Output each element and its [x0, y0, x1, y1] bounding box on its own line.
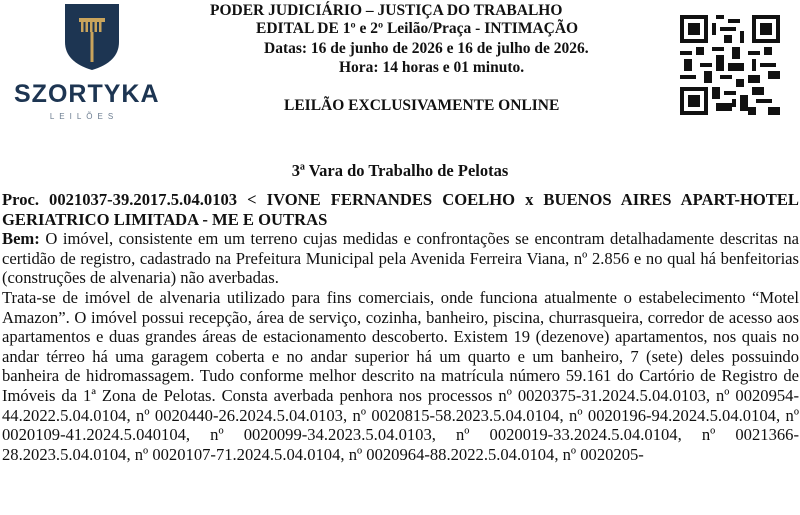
court-name: 3ª Vara do Trabalho de Pelotas [291, 161, 509, 180]
process-description [2, 190, 799, 464]
shield-logo-icon [63, 2, 121, 72]
asset-label: Bem: [2, 229, 40, 249]
header-line-2: EDITAL DE 1º e 2º Leilão/Praça - INTIMAÇÃO [256, 20, 579, 37]
header-line-4: Hora: 14 horas e 01 minuto. [339, 59, 525, 76]
asset-paragraph [2, 229, 799, 288]
brand-subtitle: LEILÕES [49, 112, 119, 121]
auctioneer-logo [14, 2, 160, 121]
qr-code-icon [680, 15, 780, 115]
property-description-paragraph: Trata-se de imóvel de alvenaria utilizado para fins comerciais, onde funciona atualmente o estabelecimento “Motel Amazon”. O imóvel possui recepção, área de serviço, cozinha, banheiro, piscina, churrasqueira, corredor de acesso aos apartamentos e duas grandes áreas de estacionamento descoberto. Existem 19 (dezenove) apartamentos, nos quais no andar térreo há uma garagem coberta e no andar superior há um quarto e um banheiro, 7 (sete) deles possuindo banheira de hidromassagem. Tudo conforme melhor descrito na matrícula número 59.161 do Cartório de Registro de Imóveis da 1ª Zona de Pelotas. Consta averbada penhora nos processos nº 0020375-31.2024.5.04.0103, nº 0020954-44.2022.5.04.0104, nº 0020440-26.2024.5.04.0103, nº 0020815-58.2023.5.04.0104, nº 0020196-94.2024.5.04.0104, nº 0020109-41.2024.5.040104, nº 0020099-34.2023.5.04.0103, nº 0020019-33.2024.5.04.0104, nº 0021366-28.2023.5.04.0104, nº 0020107-71.2024.5.04.0104, nº 0020964-88.2022.5.04.0104, nº 0020205- [2, 287, 799, 464]
header-line-3: Datas: 16 de junho de 2026 e 16 de julho de 2026. [264, 40, 589, 57]
asset-text: O imóvel, consistente em um terreno cujas medidas e confrontações se encontram detalhadamente descritas na certidão de registro, cadastrado na Prefeitura Municipal pela Avenida Ferreira Viana, nº 2.856 e no qual há benfeitorias (construções de alvenaria) não averbadas. [2, 229, 799, 288]
header-line-1: PODER JUDICIÁRIO – JUSTIÇA DO TRABALHO [210, 2, 563, 19]
brand-name: SZORTYKA [14, 80, 160, 108]
process-title: Proc. 0021037-39.2017.5.04.0103 < IVONE FERNANDES COELHO x BUENOS AIRES APART-HOTEL GERIATRICO LIMITADA - ME E OUTRAS [2, 190, 799, 229]
online-auction-notice: LEILÃO EXCLUSIVAMENTE ONLINE [284, 97, 560, 114]
